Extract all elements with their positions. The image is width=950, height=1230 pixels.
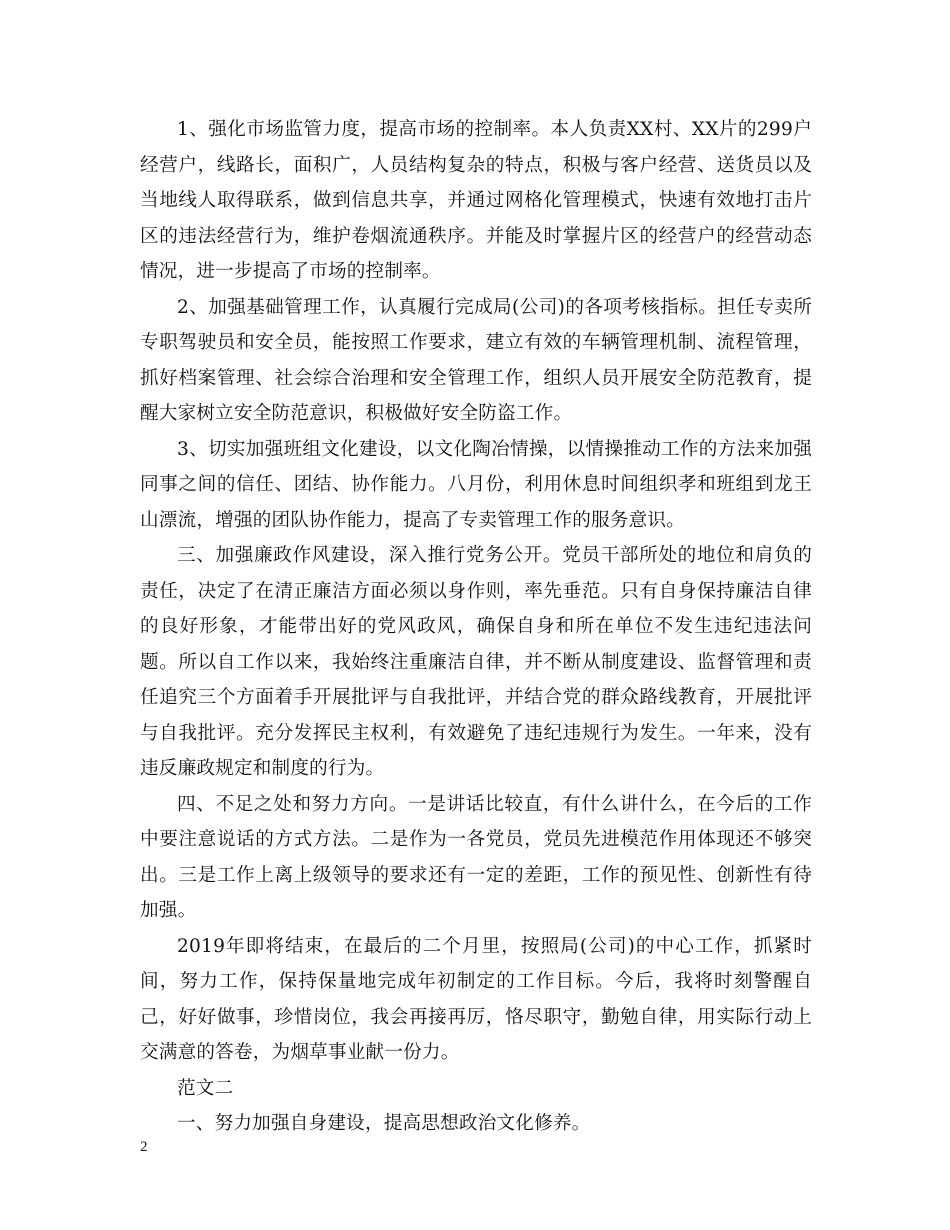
paragraph-market-supervision: 1、强化市场监管力度，提高市场的控制率。本人负责XX村、XX片的299户经营户，线路长，面积广，人员结构复杂的特点，积极与客户经营、送货员以及当地线人取得联系，做到信息共享，并通过网格化管理模式，快速有效地打击片区的违法经营行为，维护卷烟流通秩序。并能及时掌握片区的经营户的经营动态情况，进一步提高了市场的控制率。 xyxy=(140,119,812,282)
paragraph-year-end-goals: 2019年即将结束，在最后的二个月里，按照局(公司)的中心工作，抓紧时间，努力工作，保持保量地完成年初制定的工作目标。今后，我将时刻警醒自己，好好做事，珍惜岗位，我会再接再厉，恪尽职守，勤勉自律，用实际行动上交满意的答卷，为烟草事业献一份力。 xyxy=(140,935,812,1063)
paragraph-integrity-building: 三、加强廉政作风建设，深入推行党务公开。党员干部所处的地位和肩负的责任，决定了在清正廉洁方面必须以身作则，率先垂范。只有自身保持廉洁自律的良好形象，才能带出好的党风政风，确保自身和所在单位不发生违纪违法问题。所以自工作以来，我始终注重廉洁自律，并不断从制度建设、监督管理和责任追究三个方面着手开展批评与自我批评，并结合党的群众路线教育，开展批评与自我批评。充分发挥民主权利，有效避免了违纪违规行为发生。一年来，没有违反廉政规定和制度的行为。 xyxy=(140,545,812,779)
section-heading-sample-two: 范文二 xyxy=(177,1077,234,1099)
paragraph-self-improvement: 一、努力加强自身建设，提高思想政治文化修养。 xyxy=(177,1113,591,1134)
paragraph-shortcomings: 四、不足之处和努力方向。一是讲话比较直，有什么讲什么，在今后的工作中要注意说话的方式方法。二是作为一各党员，党员先进模范作用体现还不够突出。三是工作上离上级领导的要求还有一定的差距，工作的预见性、创新性有待加强。 xyxy=(140,793,812,921)
page-number: 2 xyxy=(140,1139,148,1155)
document-body xyxy=(140,112,812,1142)
paragraph-team-culture: 3、切实加强班组文化建设，以文化陶冶情操，以情操推动工作的方法来加强同事之间的信任、团结、协作能力。八月份，利用休息时间组织孝和班组到龙王山漂流，增强的团队协作能力，提高了专卖管理工作的服务意识。 xyxy=(140,438,812,531)
paragraph-basic-management: 2、加强基础管理工作，认真履行完成局(公司)的各项考核指标。担任专卖所专职驾驶员和安全员，能按照工作要求，建立有效的车辆管理机制、流程管理，抓好档案管理、社会综合治理和安全管理工作，组织人员开展安全防范教育，提醒大家树立安全防范意识，积极做好安全防盗工作。 xyxy=(140,296,812,424)
